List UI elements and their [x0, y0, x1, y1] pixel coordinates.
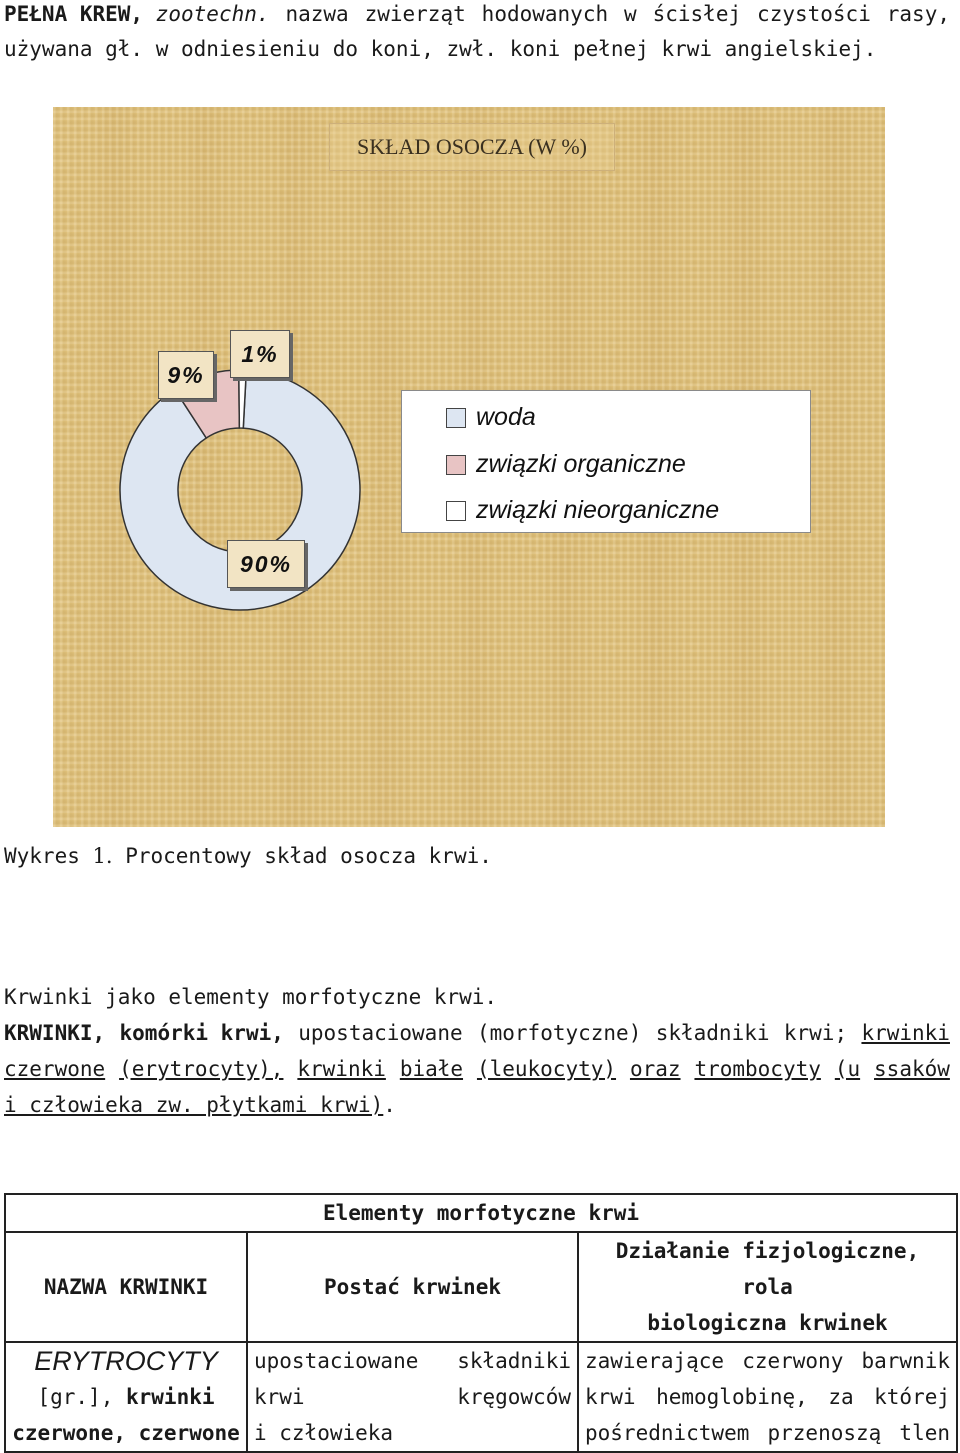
word: czerwony — [742, 1349, 844, 1373]
krwinki-line-3 — [4, 1093, 396, 1117]
word: której — [874, 1385, 950, 1409]
legend-swatch — [446, 408, 466, 428]
krwinki-line-2 — [4, 1057, 950, 1081]
caption-number: 1. — [92, 844, 113, 868]
cell-name-line3: czerwone, czerwone — [12, 1421, 240, 1445]
legend-swatch — [446, 455, 466, 475]
intro-word: zwierząt — [364, 2, 466, 26]
intro-term: PEŁNA KREW, — [4, 2, 144, 26]
cell-dzialanie — [578, 1342, 957, 1452]
krwinki-word: składniki — [655, 1021, 770, 1045]
intro-word: ścisłej — [652, 2, 742, 26]
table-caption-row — [5, 1194, 957, 1232]
legend-item-woda — [446, 403, 536, 432]
header-postac: Postać krwinek — [247, 1232, 578, 1342]
krwinki-word: trombocyty — [694, 1057, 821, 1081]
table-row — [5, 1342, 957, 1452]
krwinki-word: (leukocyty) — [476, 1057, 617, 1081]
caption-text: Procentowy skład osocza krwi. — [125, 844, 492, 868]
section-title: Krwinki jako elementy morfotyczne krwi. — [4, 985, 498, 1009]
cell-name-line2 — [12, 1379, 240, 1415]
pie-label-organiczne: 9% — [158, 351, 214, 399]
intro-word: rasy, — [886, 2, 950, 26]
krwinki-word: (morfotyczne) — [476, 1021, 642, 1045]
cell-postac — [247, 1342, 578, 1452]
word: upostaciowane — [254, 1349, 419, 1373]
header-dzialanie — [578, 1232, 957, 1342]
word: przenoszą — [767, 1421, 882, 1445]
legend-item-nieorganiczne — [446, 496, 719, 525]
word: kręgowców — [457, 1385, 571, 1409]
krwinki-line-3-text: i człowieka zw. płytkami krwi) — [4, 1093, 384, 1117]
krwinki-word: czerwone — [4, 1057, 106, 1081]
word: za — [828, 1385, 854, 1409]
legend-item-organiczne — [446, 450, 686, 479]
word: składniki — [457, 1349, 571, 1373]
legend-label: woda — [476, 403, 536, 431]
cell-name-title: ERYTROCYTY — [34, 1346, 218, 1376]
legend-label: związki organiczne — [476, 450, 686, 478]
word: barwnik — [861, 1349, 950, 1373]
cell-postac-line1 — [254, 1343, 571, 1379]
word: tlen — [899, 1421, 950, 1445]
table-caption: Elementy morfotyczne krwi — [5, 1194, 957, 1232]
table-header-row — [5, 1232, 957, 1342]
cell-postac-line2 — [254, 1379, 571, 1415]
krwinki-term2: komórki krwi, — [119, 1021, 284, 1045]
krwinki-word: ssaków — [874, 1057, 950, 1081]
krwinki-word: upostaciowane — [298, 1021, 463, 1045]
word: zawierające — [585, 1349, 725, 1373]
pie-label-woda: 90% — [227, 540, 305, 588]
krwinki-underlined: krwinki — [861, 1021, 950, 1045]
intro-word: hodowanych — [481, 2, 609, 26]
intro-abbr: zootechn. — [155, 2, 270, 26]
intro-word: w — [624, 2, 637, 26]
word: pośrednictwem — [585, 1421, 750, 1445]
intro-word: czystości — [757, 2, 871, 26]
word: krwi — [254, 1385, 305, 1409]
krwinki-word: białe — [399, 1057, 464, 1081]
legend-label: związki nieorganiczne — [476, 496, 720, 524]
word: hemoglobinę, — [656, 1385, 808, 1409]
krwinki-line-3-end: . — [383, 1093, 396, 1117]
chart-title: SKŁAD OSOCZA (W %) — [329, 123, 615, 171]
cell-name — [5, 1342, 247, 1452]
morphotic-elements-table — [4, 1193, 958, 1453]
cell-dzialanie-line1 — [585, 1343, 950, 1379]
cell-name-bold: krwinki — [126, 1385, 215, 1409]
legend-swatch — [446, 501, 466, 521]
krwinki-word: (u — [834, 1057, 861, 1081]
header-name: NAZWA KRWINKI — [5, 1232, 247, 1342]
caption-prefix: Wykres — [4, 844, 80, 868]
krwinki-word: krwi; — [783, 1021, 848, 1045]
intro-word: nazwa — [285, 2, 349, 26]
cell-name-prefix: [gr.], — [37, 1385, 114, 1409]
cell-postac-line3: i człowieka — [254, 1421, 394, 1445]
intro-line-2: używana gł. w odniesieniu do koni, zwł. koni pełnej krwi angielskiej. — [4, 37, 877, 61]
pie-label-nieorganiczne: 1% — [230, 330, 290, 378]
krwinki-word: krwinki — [297, 1057, 386, 1081]
figure-caption — [4, 844, 492, 868]
header-dzialanie-line1: Działanie fizjologiczne, rola — [615, 1239, 920, 1299]
chart-legend — [401, 390, 811, 533]
header-dzialanie-line2: biologiczna krwinek — [647, 1311, 888, 1335]
word: krwi — [585, 1385, 636, 1409]
krwinki-word: oraz — [629, 1057, 681, 1081]
cell-dzialanie-line3 — [585, 1415, 950, 1451]
krwinki-line-1 — [4, 1021, 950, 1045]
cell-dzialanie-line2 — [585, 1379, 950, 1415]
krwinki-word: (erytrocyty), — [119, 1057, 284, 1081]
krwinki-term: KRWINKI, — [4, 1021, 106, 1045]
